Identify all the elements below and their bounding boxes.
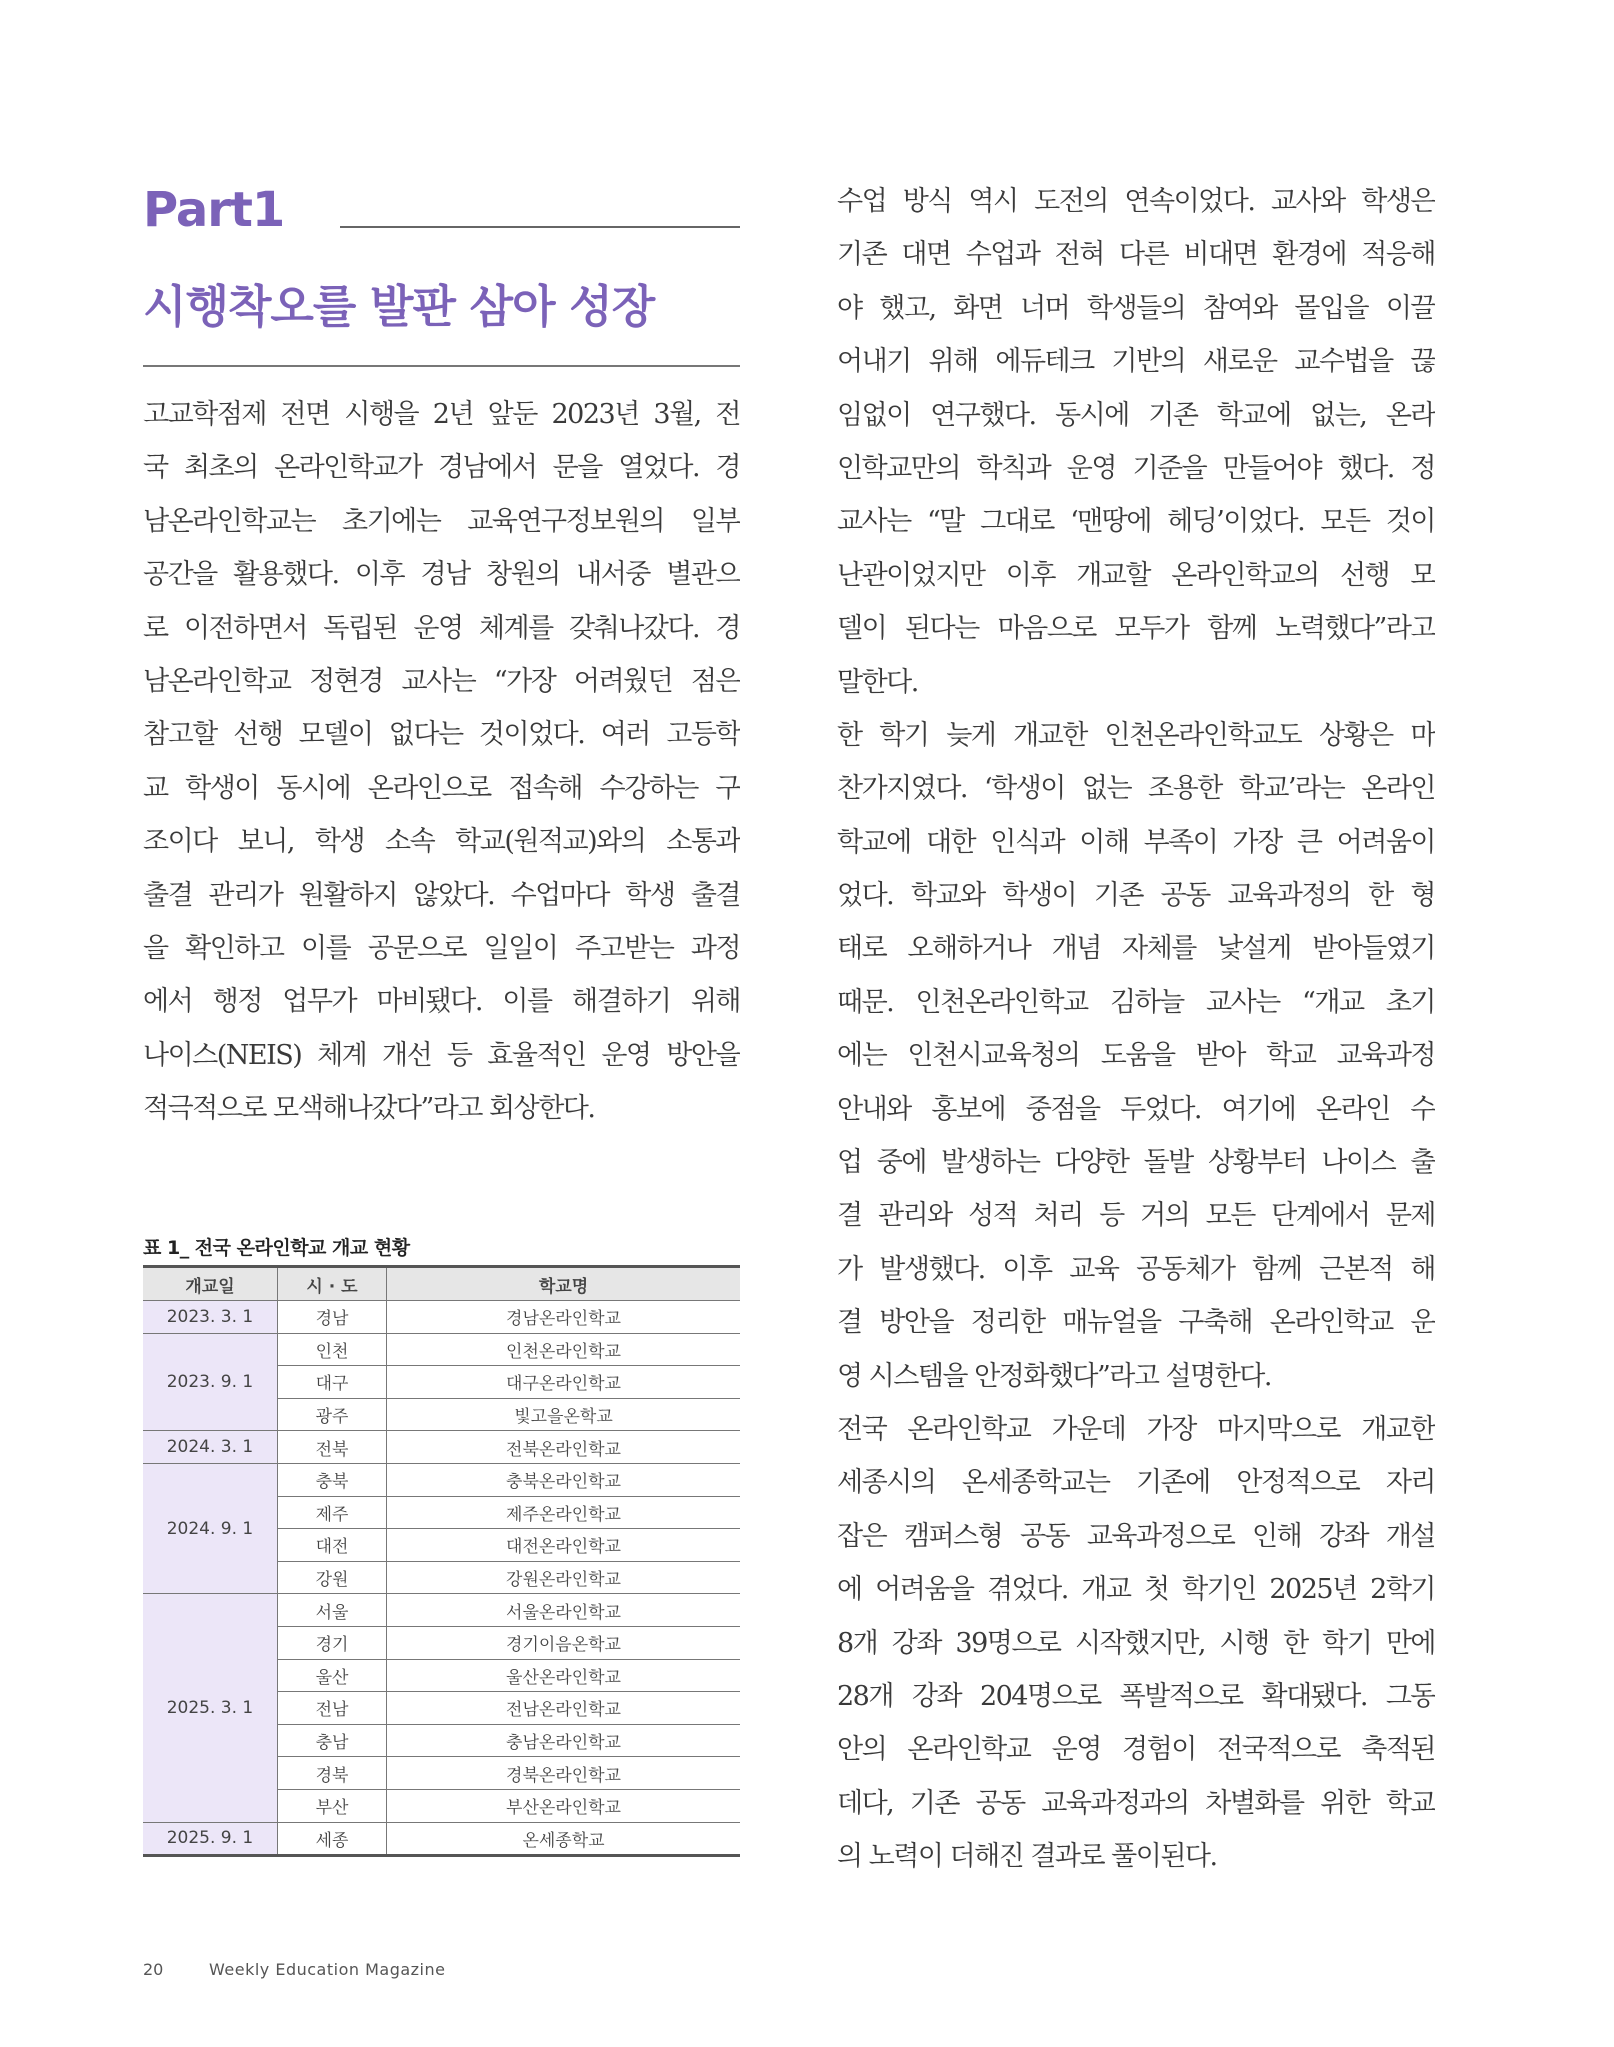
text-line: 남온라인학교 정현경 교사는 “가장 어려웠던 점은 (143, 665, 740, 697)
online-schools-table (143, 1265, 740, 1857)
school-name-cell: 제주온라인학교 (387, 1496, 741, 1529)
right-column-body (837, 175, 1435, 1884)
table-row (143, 1463, 740, 1496)
school-name-cell: 인천온라인학교 (387, 1333, 741, 1366)
school-name-cell: 대구온라인학교 (387, 1366, 741, 1399)
text-line: 참고할 선행 모델이 없다는 것이었다. 여러 고등학 (143, 719, 740, 751)
region-cell: 광주 (278, 1398, 387, 1431)
text-line: 가 발생했다. 이후 교육 공동체가 함께 근본적 해 (837, 1253, 1435, 1285)
table-caption: 표 1_ 전국 온라인학교 개교 현황 (143, 1237, 410, 1259)
table-row (143, 1431, 740, 1464)
text-line: 인학교만의 학칙과 운영 기준을 만들어야 했다. 정 (837, 452, 1435, 484)
text-line: 데다, 기존 공동 교육과정과의 차별화를 위한 학교 (837, 1787, 1435, 1819)
region-cell: 전남 (278, 1692, 387, 1725)
text-line: 고교학점제 전면 시행을 2년 앞둔 2023년 3월, 전 (143, 399, 740, 430)
text-line: 학교에 대한 인식과 이해 부족이 가장 큰 어려움이 (837, 826, 1435, 858)
text-line: 공간을 활용했다. 이후 경남 창원의 내서중 별관으 (143, 559, 740, 591)
text-line: 임없이 연구했다. 동시에 기존 학교에 없는, 온라 (837, 399, 1435, 431)
header-open-date: 개교일 (143, 1267, 278, 1301)
text-line: 전국 온라인학교 가운데 가장 마지막으로 개교한 (837, 1413, 1435, 1445)
text-line: 교 학생이 동시에 온라인으로 접속해 수강하는 구 (143, 772, 740, 804)
text-line: 28개 강좌 204명으로 폭발적으로 확대됐다. 그동 (837, 1680, 1435, 1712)
text-line: 로 이전하면서 독립된 운영 체계를 갖춰나갔다. 경 (143, 612, 740, 644)
school-name-cell: 경기이음온학교 (387, 1626, 741, 1659)
text-line: 교사는 “말 그대로 ‘맨땅에 헤딩’이었다. 모든 것이 (837, 506, 1435, 538)
text-line: 에 어려움을 겪었다. 개교 첫 학기인 2025년 2학기 (837, 1574, 1435, 1606)
text-line: 에는 인천시교육청의 도움을 받아 학교 교육과정 (837, 1040, 1435, 1072)
region-cell: 제주 (278, 1496, 387, 1529)
region-cell: 충남 (278, 1724, 387, 1757)
school-name-cell: 빛고을온학교 (387, 1398, 741, 1431)
text-line: 을 확인하고 이를 공문으로 일일이 주고받는 과정 (143, 932, 740, 964)
table-row (143, 1822, 740, 1856)
page-number: 20 (143, 1960, 164, 1979)
text-line: 결 관리와 성적 처리 등 거의 모든 단계에서 문제 (837, 1200, 1435, 1232)
text-line: 한 학기 늦게 개교한 인천온라인학교도 상황은 마 (837, 719, 1435, 751)
school-name-cell: 전북온라인학교 (387, 1431, 741, 1464)
school-name-cell: 경남온라인학교 (387, 1301, 741, 1334)
text-line: 세종시의 온세종학교는 기존에 안정적으로 자리 (837, 1467, 1435, 1499)
region-cell: 세종 (278, 1822, 387, 1856)
text-line: 찬가지였다. ‘학생이 없는 조용한 학교’라는 온라인 (837, 773, 1435, 805)
left-column-body (143, 388, 740, 1135)
region-cell: 울산 (278, 1659, 387, 1692)
text-line: 때문. 인천온라인학교 김하늘 교사는 “개교 초기 (837, 986, 1435, 1018)
school-name-cell: 충남온라인학교 (387, 1724, 741, 1757)
text-line: 어내기 위해 에듀테크 기반의 새로운 교수법을 끊 (837, 346, 1435, 378)
region-cell: 인천 (278, 1333, 387, 1366)
divider (340, 226, 740, 228)
text-line: 결 방안을 정리한 매뉴얼을 구축해 온라인학교 운 (837, 1307, 1435, 1339)
table-row (143, 1333, 740, 1366)
school-name-cell: 강원온라인학교 (387, 1561, 741, 1594)
part-label: Part1 (143, 182, 285, 238)
open-date-cell: 2025. 3. 1 (143, 1594, 278, 1822)
table-row (143, 1301, 740, 1334)
school-name-cell: 서울온라인학교 (387, 1594, 741, 1627)
region-cell: 경북 (278, 1757, 387, 1790)
divider (143, 365, 740, 367)
region-cell: 부산 (278, 1789, 387, 1822)
open-date-cell: 2025. 9. 1 (143, 1822, 278, 1856)
text-line: 안의 온라인학교 운영 경험이 전국적으로 축적된 (837, 1734, 1435, 1766)
text-line: 야 했고, 화면 너머 학생들의 참여와 몰입을 이끌 (837, 292, 1435, 324)
text-line: 국 최초의 온라인학교가 경남에서 문을 열었다. 경 (143, 452, 740, 484)
text-line: 조이다 보니, 학생 소속 학교(원적교)와의 소통과 (143, 826, 740, 858)
section-title: 시행착오를 발판 삼아 성장 (143, 280, 655, 333)
text-line: 안내와 홍보에 중점을 두었다. 여기에 온라인 수 (837, 1093, 1435, 1125)
region-cell: 대구 (278, 1366, 387, 1399)
text-line: 8개 강좌 39명으로 시작했지만, 시행 한 학기 만에 (837, 1627, 1435, 1659)
table-header-row (143, 1267, 740, 1301)
text-line: 말한다. (837, 666, 918, 698)
region-cell: 경남 (278, 1301, 387, 1334)
open-date-cell: 2023. 3. 1 (143, 1301, 278, 1334)
text-line: 남온라인학교는 초기에는 교육연구정보원의 일부 (143, 505, 740, 537)
school-name-cell: 전남온라인학교 (387, 1692, 741, 1725)
region-cell: 충북 (278, 1463, 387, 1496)
region-cell: 경기 (278, 1626, 387, 1659)
text-line: 잡은 캠퍼스형 공동 교육과정으로 인해 강좌 개설 (837, 1520, 1435, 1552)
magazine-name: Weekly Education Magazine (209, 1960, 446, 1979)
region-cell: 전북 (278, 1431, 387, 1464)
open-date-cell: 2024. 3. 1 (143, 1431, 278, 1464)
text-line: 난관이었지만 이후 개교할 온라인학교의 선행 모 (837, 559, 1435, 591)
text-line: 에서 행정 업무가 마비됐다. 이를 해결하기 위해 (143, 986, 740, 1018)
text-line: 었다. 학교와 학생이 기존 공동 교육과정의 한 형 (837, 880, 1435, 912)
text-line: 태로 오해하거나 개념 자체를 낯설게 받아들였기 (837, 933, 1435, 965)
text-line: 출결 관리가 원활하지 않았다. 수업마다 학생 출결 (143, 879, 740, 911)
footer (143, 1960, 446, 1979)
open-date-cell: 2024. 9. 1 (143, 1463, 278, 1593)
text-line: 델이 된다는 마음으로 모두가 함께 노력했다”라고 (837, 613, 1435, 645)
region-cell: 대전 (278, 1529, 387, 1562)
school-name-cell: 온세종학교 (387, 1822, 741, 1856)
text-line: 수업 방식 역시 도전의 연속이었다. 교사와 학생은 (837, 186, 1435, 217)
region-cell: 강원 (278, 1561, 387, 1594)
school-name-cell: 대전온라인학교 (387, 1529, 741, 1562)
region-cell: 서울 (278, 1594, 387, 1627)
header-region: 시 · 도 (278, 1267, 387, 1301)
table-row (143, 1594, 740, 1627)
school-name-cell: 부산온라인학교 (387, 1789, 741, 1822)
school-name-cell: 경북온라인학교 (387, 1757, 741, 1790)
text-line: 적극적으로 모색해나갔다”라고 회상한다. (143, 1093, 595, 1125)
text-line: 업 중에 발생하는 다양한 돌발 상황부터 나이스 출 (837, 1147, 1435, 1179)
school-name-cell: 충북온라인학교 (387, 1463, 741, 1496)
open-date-cell: 2023. 9. 1 (143, 1333, 278, 1431)
text-line: 영 시스템을 안정화했다”라고 설명한다. (837, 1360, 1271, 1392)
text-line: 의 노력이 더해진 결과로 풀이된다. (837, 1841, 1217, 1873)
school-name-cell: 울산온라인학교 (387, 1659, 741, 1692)
text-line: 기존 대면 수업과 전혀 다른 비대면 환경에 적응해 (837, 239, 1435, 271)
header-school-name: 학교명 (387, 1267, 741, 1301)
text-line: 나이스(NEIS) 체계 개선 등 효율적인 운영 방안을 (143, 1039, 740, 1071)
